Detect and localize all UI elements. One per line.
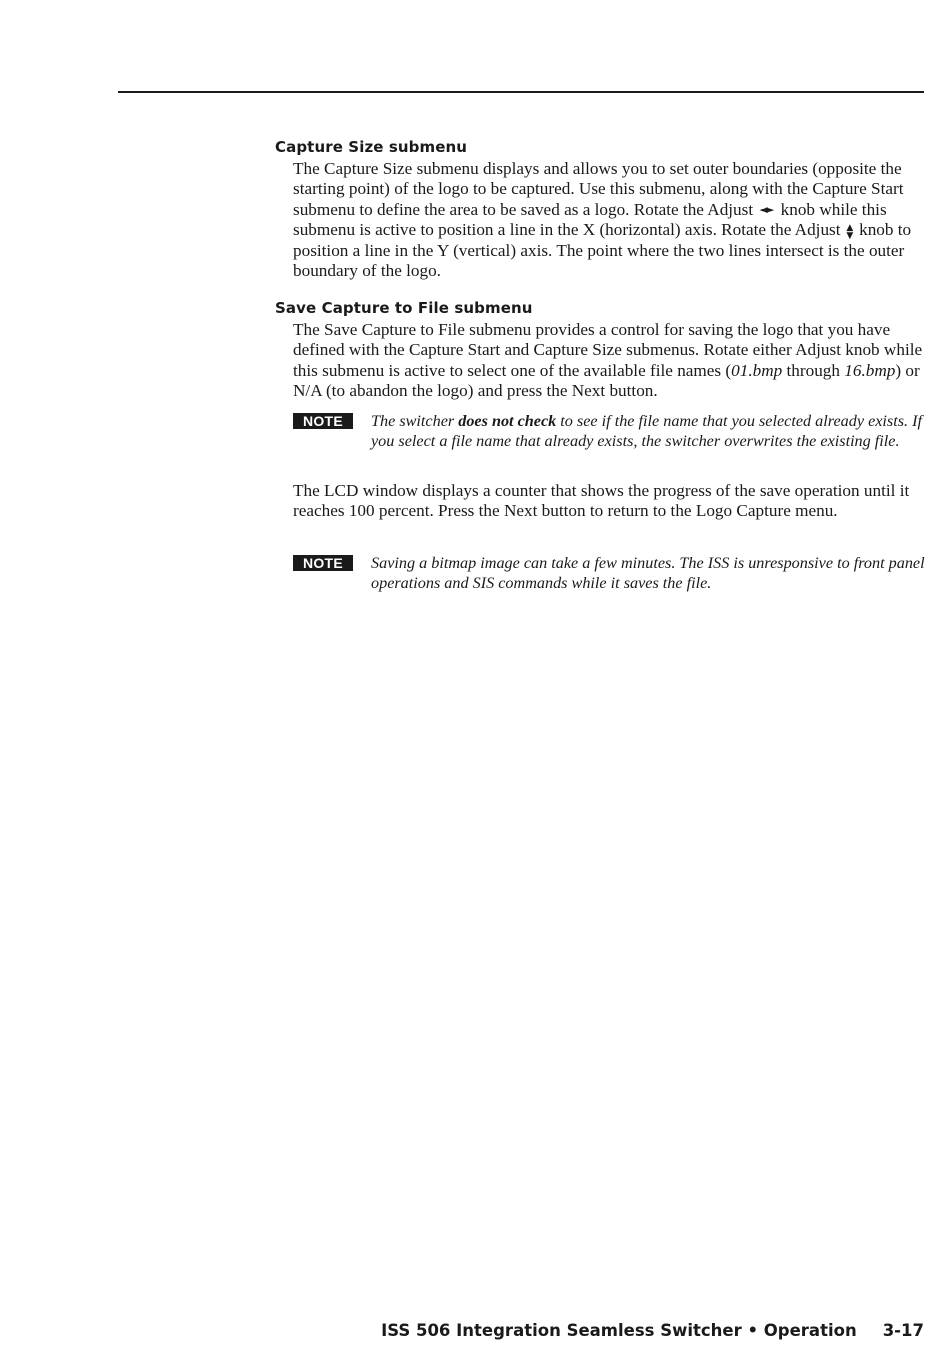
file-name-last: 16.bmp — [844, 360, 896, 380]
note-text: Saving a bitmap image can take a few minutes. The ISS is unresponsive to front panel operations and SIS commands while it saves the file. — [371, 554, 925, 593]
note-file-overwrite — [293, 411, 925, 452]
save-capture-text-3: ) or N/A (to abandon the logo) and press the Next button. — [293, 360, 920, 401]
note-text-emphasis: does not check — [458, 412, 557, 430]
capture-size-text-3: knob to position a line in the Y (vertical) axis. The point where the two lines intersect is the outer boundary of the logo. — [293, 220, 912, 281]
page-footer — [381, 1320, 924, 1342]
lcd-progress-paragraph: The LCD window displays a counter that shows the progress of the save operation until it reaches 100 percent. Press the Next button to return to the Logo Capture menu. — [293, 481, 910, 521]
save-capture-section — [275, 298, 925, 402]
note-badge: NOTE — [293, 413, 353, 429]
save-capture-paragraph — [293, 320, 925, 402]
capture-size-section — [275, 137, 925, 281]
note-save-duration — [293, 553, 925, 594]
note-badge: NOTE — [293, 555, 353, 571]
up-arrow-icon: ▲ — [846, 223, 854, 234]
down-arrow-icon: ▼ — [846, 231, 854, 242]
header-rule — [118, 91, 924, 93]
page-number: 3-17 — [882, 1321, 924, 1340]
save-capture-text-2: through — [782, 360, 845, 380]
note-text-pre: The switcher — [371, 412, 459, 430]
note-text — [371, 411, 925, 452]
lcd-progress-section — [275, 481, 925, 522]
footer-title: ISS 506 Integration Seamless Switcher • Operation — [381, 1321, 857, 1340]
save-capture-heading: Save Capture to File submenu — [275, 299, 533, 317]
capture-size-text-1: The Capture Size submenu displays and allows you to set outer boundaries (opposite the starting point) of the logo to be captured. Use this submenu, along with the Capture Start submenu to define the area to be saved as a logo. Rotate the Adjust — [293, 159, 904, 219]
save-capture-text-1: The Save Capture to File submenu provides a control for saving the logo that you have defined with the Capture Start and Capture Size submenus. Rotate either Adjust knob while this submenu is active to select one of the available file names ( — [293, 320, 923, 380]
horizontal-adjust-arrows-icon: ◄► — [759, 202, 773, 216]
note-text-post: to see if the file name that you selected already exists. If you select a file name that already exists, the switcher overwrites the existing file. — [371, 412, 923, 451]
capture-size-heading: Capture Size submenu — [275, 138, 468, 156]
capture-size-text-2: knob while this submenu is active to position a line in the X (horizontal) axis. Rotate the Adjust — [293, 199, 887, 240]
capture-size-paragraph — [293, 159, 925, 281]
vertical-adjust-arrows-icon — [845, 224, 855, 240]
file-name-first: 01.bmp — [731, 360, 783, 380]
